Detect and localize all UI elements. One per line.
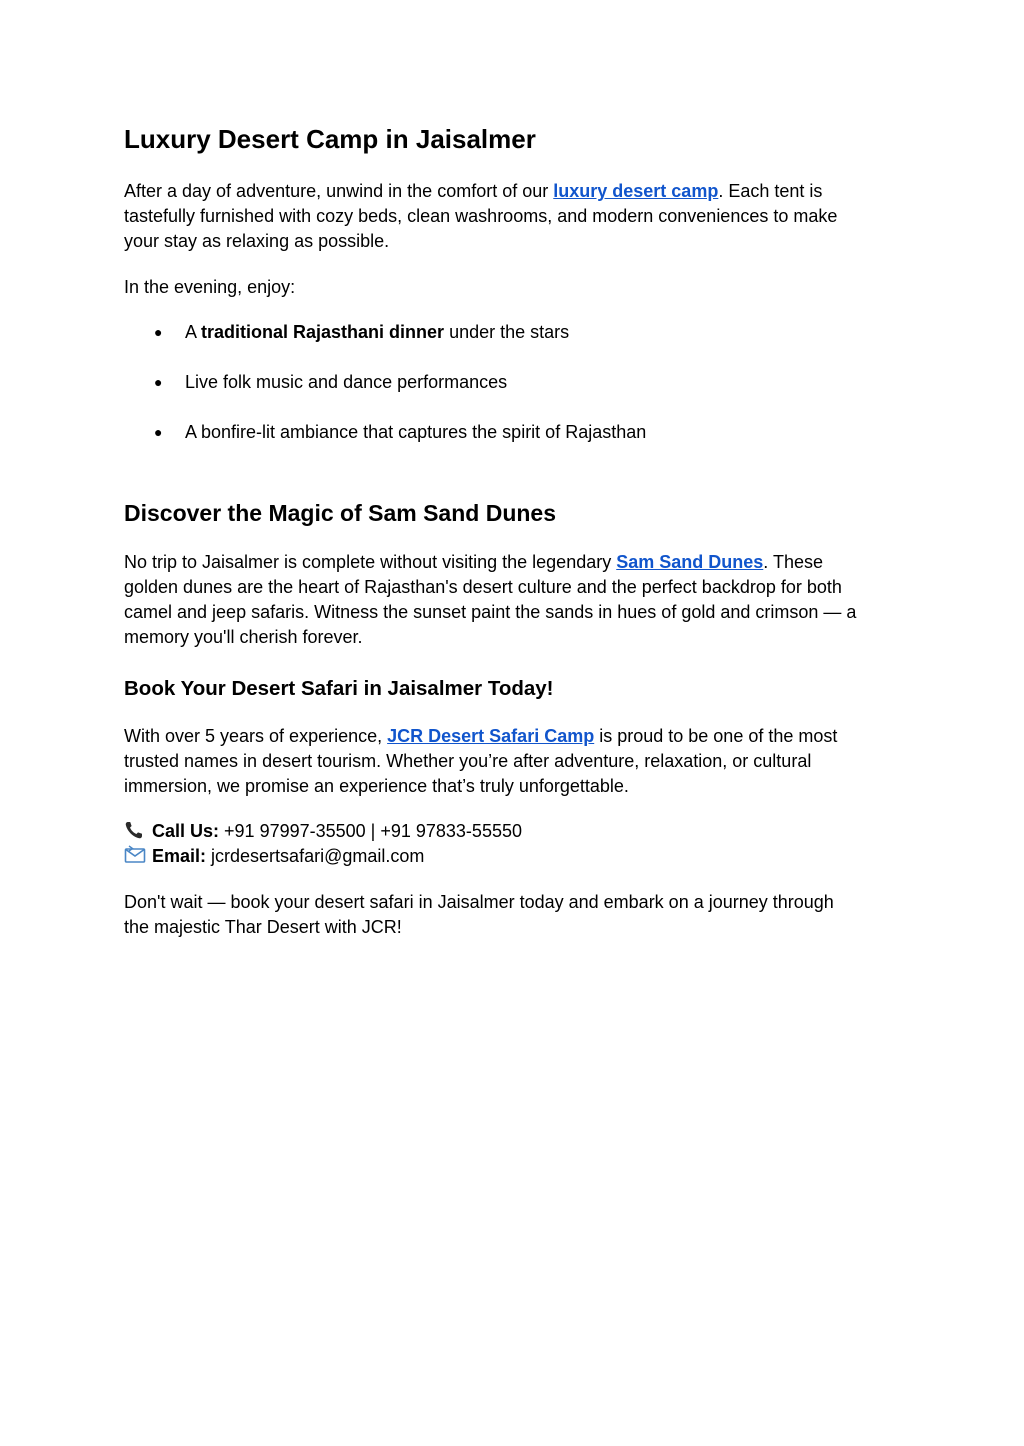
bullet-text (185, 320, 569, 345)
list-item (124, 320, 904, 345)
section-title-book-safari: Book Your Desert Safari in Jaisalmer Today! (124, 677, 554, 700)
intro-text: . Each tent is (718, 181, 823, 201)
paragraph-line: memory you'll cherish forever. (124, 627, 363, 647)
bullet-text: A bonfire-lit ambiance that captures the spirit of Rajasthan (185, 422, 647, 442)
contact-block (124, 819, 522, 869)
paragraph-line: Don't wait — book your desert safari in Jaisalmer today and embark on a journey through (124, 892, 834, 912)
intro-line-2: tastefully furnished with cozy beds, clean washrooms, and modern conveniences to make (124, 206, 838, 226)
phone-numbers[interactable]: +91 97997-35500 | +91 97833-55550 (219, 821, 522, 841)
phone-icon (124, 820, 146, 840)
closing-paragraph (124, 890, 834, 940)
bullet-icon: ● (154, 324, 163, 340)
section-title-luxury-camp: Luxury Desert Camp in Jaisalmer (124, 124, 536, 154)
paragraph-text: . These (763, 552, 823, 572)
sam-sand-dunes-paragraph (124, 550, 856, 650)
list-item (124, 420, 904, 445)
book-safari-paragraph (124, 724, 837, 799)
intro-line-1 (124, 179, 837, 204)
bullet-icon: ● (154, 424, 163, 440)
bullet-bold-text: traditional Rajasthani dinner (201, 322, 445, 342)
paragraph-line: trusted names in desert tourism. Whether you’re after adventure, relaxation, or cultural (124, 751, 812, 771)
jcr-desert-safari-camp-link[interactable]: JCR Desert Safari Camp (387, 726, 595, 746)
intro-text: After a day of adventure, unwind in the comfort of our (124, 181, 554, 201)
evening-intro: In the evening, enjoy: (124, 277, 296, 297)
luxury-camp-intro (124, 179, 837, 254)
bullet-icon: ● (154, 374, 163, 390)
email-icon (124, 845, 146, 865)
email-address[interactable]: jcrdesertsafari@gmail.com (206, 846, 425, 866)
paragraph-text: is proud to be one of the most (594, 726, 838, 746)
bullet-text: Live folk music and dance performances (185, 372, 508, 392)
call-label: Call Us: (152, 821, 220, 841)
paragraph-line: camel and jeep safaris. Witness the sunset paint the sands in hues of gold and crimson — a (124, 602, 857, 622)
paragraph-line: golden dunes are the heart of Rajasthan's desert culture and the perfect backdrop for both (124, 577, 842, 597)
email-line (124, 844, 522, 869)
bullet-text-post: under the stars (444, 322, 570, 342)
email-label: Email: (152, 846, 207, 866)
paragraph-text: With over 5 years of experience, (124, 726, 388, 746)
paragraph-text: No trip to Jaisalmer is complete without visiting the legendary (124, 552, 617, 572)
call-line (124, 819, 522, 844)
paragraph-line (124, 724, 837, 749)
sam-sand-dunes-link[interactable]: Sam Sand Dunes (616, 552, 764, 572)
section-title-sam-sand-dunes: Discover the Magic of Sam Sand Dunes (124, 500, 557, 526)
paragraph-line: the majestic Thar Desert with JCR! (124, 917, 402, 937)
paragraph-line: immersion, we promise an experience that’s truly unforgettable. (124, 776, 629, 796)
luxury-desert-camp-link[interactable]: luxury desert camp (553, 181, 719, 201)
list-item (124, 370, 904, 395)
paragraph-line (124, 550, 856, 575)
bullet-text-pre: A (185, 322, 202, 342)
intro-line-3: your stay as relaxing as possible. (124, 231, 390, 251)
